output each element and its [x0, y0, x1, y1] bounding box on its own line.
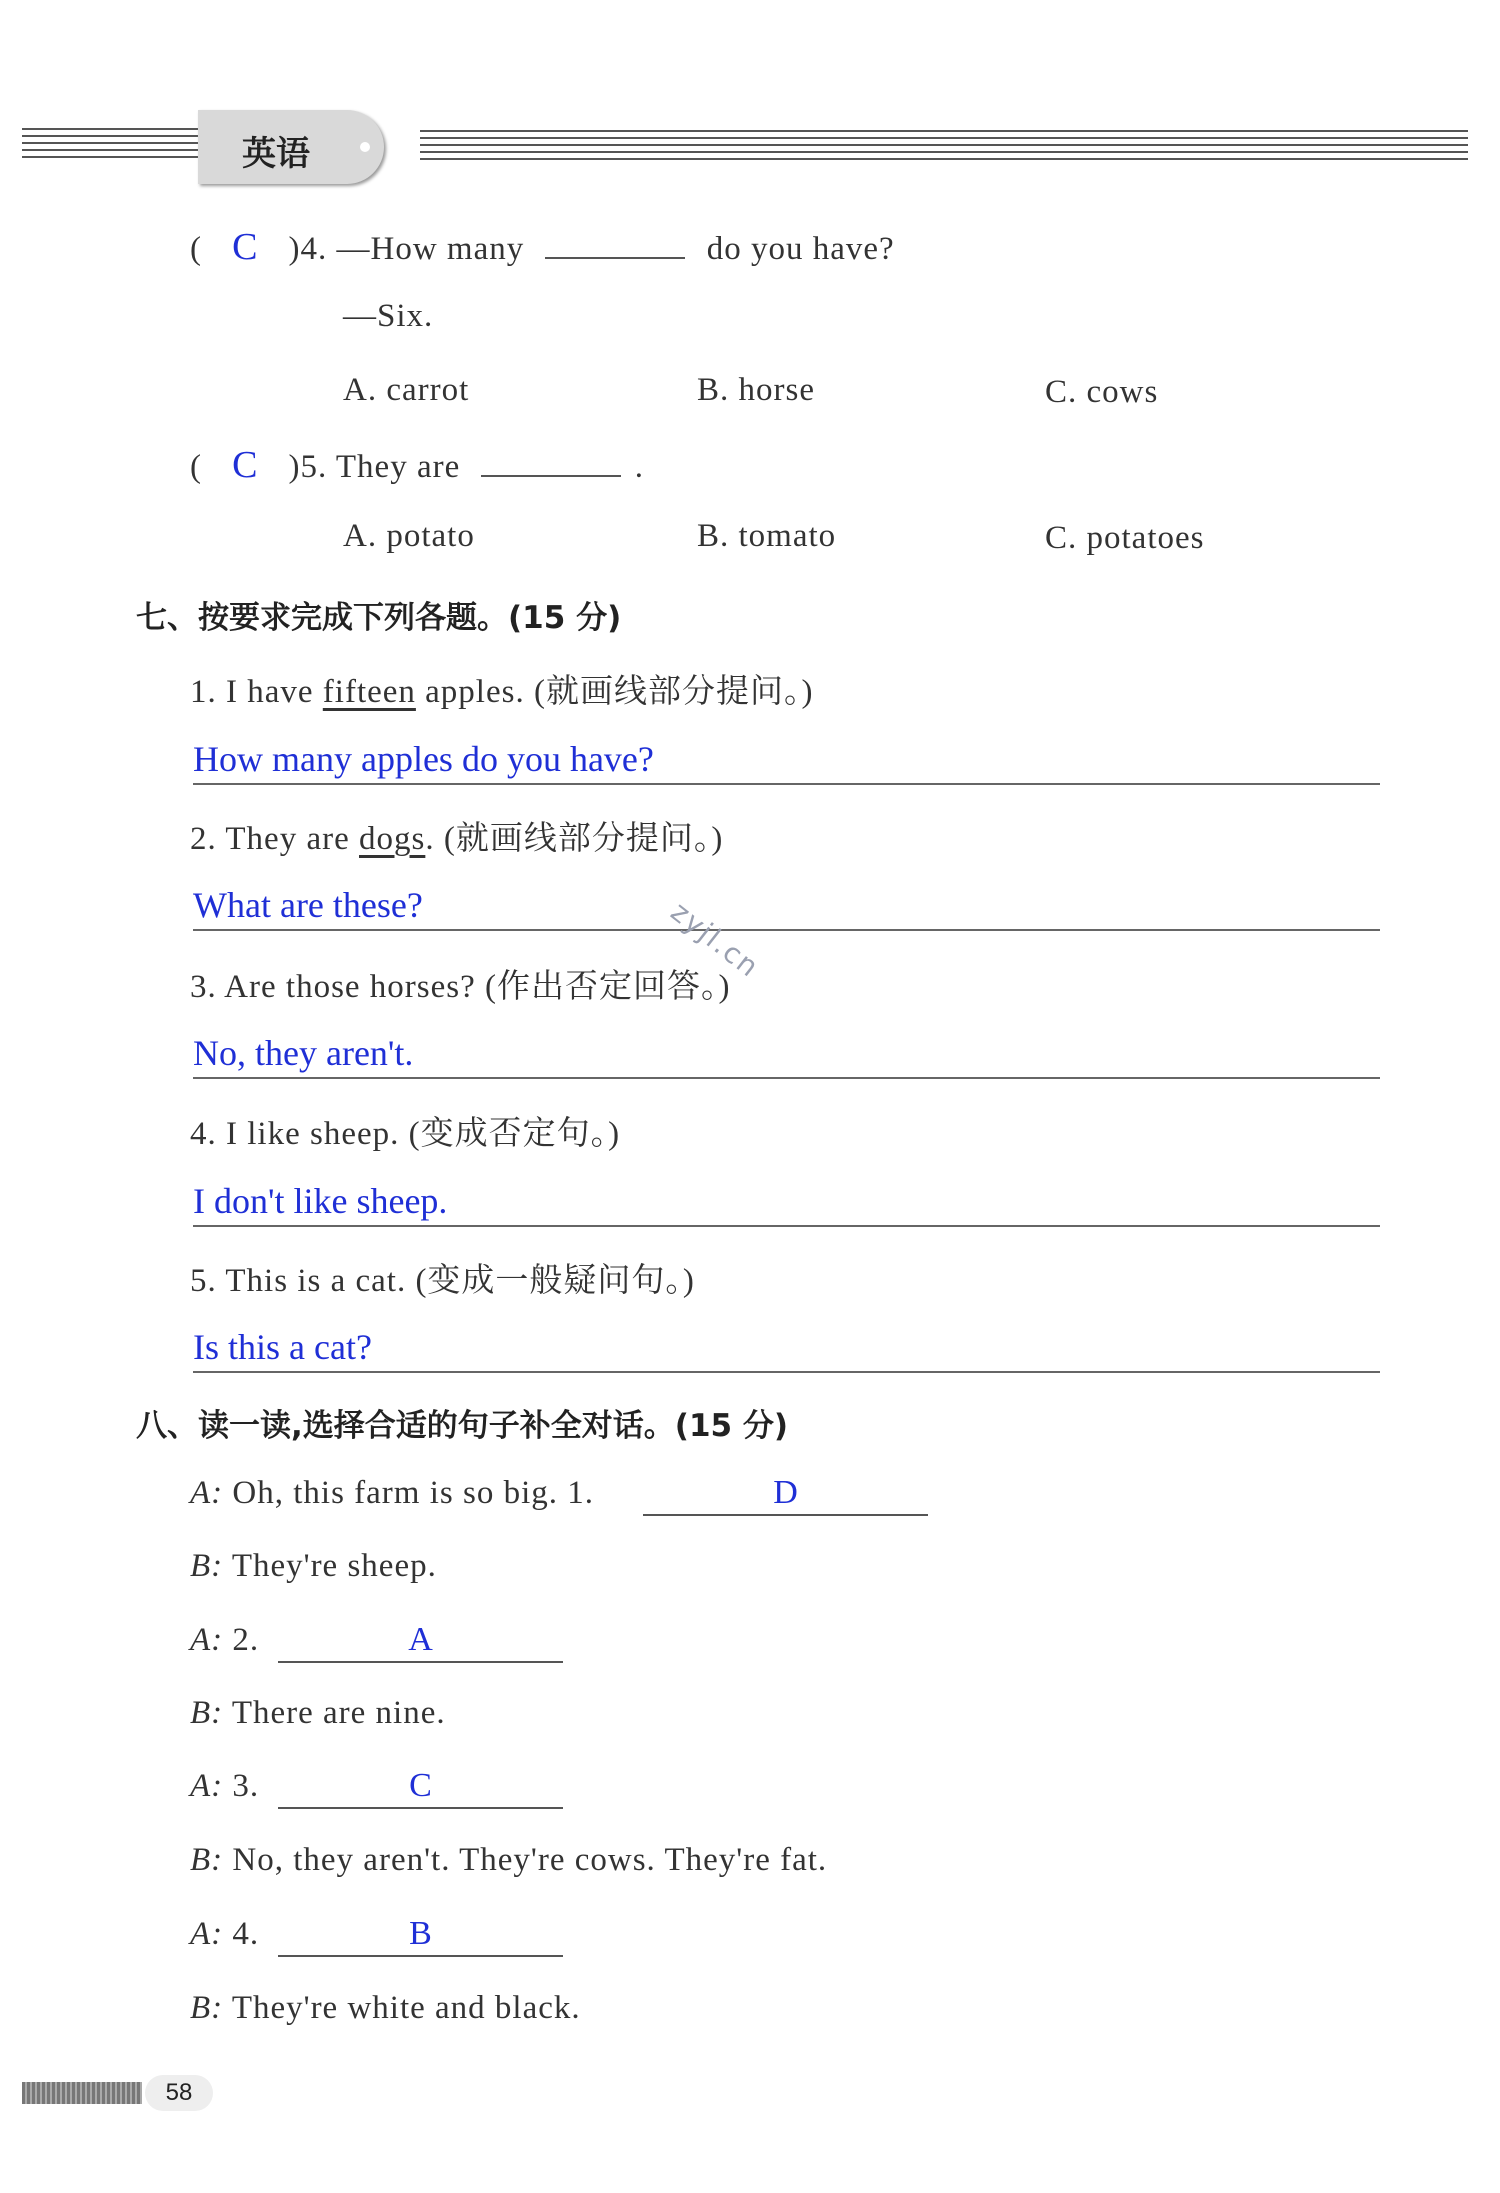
s8-text-3: 2. — [232, 1622, 260, 1658]
page-number: 58 — [145, 2075, 213, 2111]
s7-answer-2: What are these? — [193, 885, 423, 925]
s8-line-2 — [190, 1548, 437, 1585]
s8-speaker-2: B: — [190, 1548, 224, 1584]
q5-answer: C — [232, 444, 259, 486]
s7-answer-3: No, they aren't. — [193, 1033, 414, 1073]
q5-stem — [190, 443, 644, 487]
q4-paren: ( — [190, 231, 202, 267]
subject-tab — [198, 110, 384, 184]
s7-q1 — [190, 665, 813, 712]
s8-answer-3: A — [408, 1621, 433, 1658]
q5-blank — [481, 445, 621, 477]
s8-text-4: There are nine. — [231, 1695, 446, 1731]
q4-option-a: A. carrot — [343, 372, 470, 408]
s7-q3: 3. Are those horses? (作出否定回答。) — [190, 969, 731, 1005]
s7-answer-5: Is this a cat? — [193, 1327, 372, 1367]
q4-option-b: B. horse — [697, 372, 815, 408]
s8-speaker-1: A: — [190, 1475, 224, 1511]
q5-stem-b: . — [634, 449, 644, 485]
s8-text-6: No, they aren't. They're cows. They're fat. — [232, 1842, 828, 1878]
s8-speaker-7: A: — [190, 1916, 224, 1952]
s8-speaker-5: A: — [190, 1768, 224, 1804]
s8-text-2: They're sheep. — [231, 1548, 437, 1584]
section7-title: 七、按要求完成下列各题。(15 分) — [136, 600, 622, 636]
s8-blank-5 — [278, 1767, 563, 1809]
s7-answer-line-4 — [193, 1180, 1380, 1227]
q5-option-a: A. potato — [343, 518, 475, 554]
s7-q1-underlined: fifteen — [322, 674, 416, 710]
s8-blank-7 — [278, 1915, 563, 1957]
section8-title: 八、读一读,选择合适的句子补全对话。(15 分) — [136, 1408, 789, 1444]
header-rule-left — [22, 128, 200, 172]
s8-speaker-8: B: — [190, 1990, 224, 2026]
s8-speaker-4: B: — [190, 1695, 224, 1731]
q4-answer: C — [232, 226, 259, 268]
s8-line-1 — [190, 1475, 594, 1512]
s8-line-5 — [190, 1768, 259, 1805]
q4-reply: —Six. — [343, 298, 434, 334]
s7-q4: 4. I like sheep. (变成否定句。) — [190, 1116, 621, 1152]
s7-q1-post: apples. (就画线部分提问。) — [415, 674, 814, 710]
s8-line-6 — [190, 1842, 827, 1879]
s8-answer-1: D — [773, 1474, 798, 1511]
s8-blank-1 — [643, 1474, 928, 1516]
s8-speaker-3: A: — [190, 1622, 224, 1658]
s7-q1-pre: 1. I have — [190, 674, 323, 710]
s8-text-1: Oh, this farm is so big. 1. — [232, 1475, 594, 1511]
s7-q2-post: . (就画线部分提问。) — [425, 821, 724, 857]
s8-line-7 — [190, 1916, 259, 1953]
s8-text-8: They're white and black. — [231, 1990, 581, 2026]
footer-bar — [22, 2082, 142, 2104]
s8-text-7: 4. — [232, 1916, 260, 1952]
s7-answer-line-1 — [193, 738, 1380, 785]
s7-q2-underlined: dogs — [359, 821, 426, 857]
q5-stem-a: )5. They are — [288, 449, 461, 485]
q4-stem-a: )4. —How many — [288, 231, 525, 267]
subject-label: 英语 — [242, 134, 310, 174]
s8-line-8 — [190, 1990, 581, 2027]
s8-text-5: 3. — [232, 1768, 260, 1804]
q4-option-c: C. cows — [1045, 374, 1159, 410]
q5-paren: ( — [190, 449, 202, 485]
s7-answer-line-2 — [193, 884, 1380, 931]
q4-stem-b: do you have? — [706, 231, 895, 267]
s8-line-3 — [190, 1622, 259, 1659]
q5-option-b: B. tomato — [697, 518, 837, 554]
s7-q2-pre: 2. They are — [190, 821, 359, 857]
s8-answer-5: C — [409, 1767, 432, 1804]
q4-stem — [190, 225, 895, 269]
watermark: zyjl.cn — [664, 895, 767, 985]
s7-q5: 5. This is a cat. (变成一般疑问句。) — [190, 1263, 695, 1299]
s8-speaker-6: B: — [190, 1842, 224, 1878]
s7-answer-1: How many apples do you have? — [193, 739, 654, 779]
q5-option-c: C. potatoes — [1045, 520, 1205, 556]
header-rule-right — [420, 130, 1468, 174]
s8-blank-3 — [278, 1621, 563, 1663]
s7-answer-line-3 — [193, 1032, 1380, 1079]
s7-q2 — [190, 812, 723, 859]
s8-answer-7: B — [409, 1915, 432, 1952]
s7-answer-4: I don't like sheep. — [193, 1181, 448, 1221]
tab-dot-icon — [360, 142, 370, 152]
s8-line-4 — [190, 1695, 446, 1732]
q4-blank — [545, 227, 685, 259]
s7-answer-line-5 — [193, 1326, 1380, 1373]
